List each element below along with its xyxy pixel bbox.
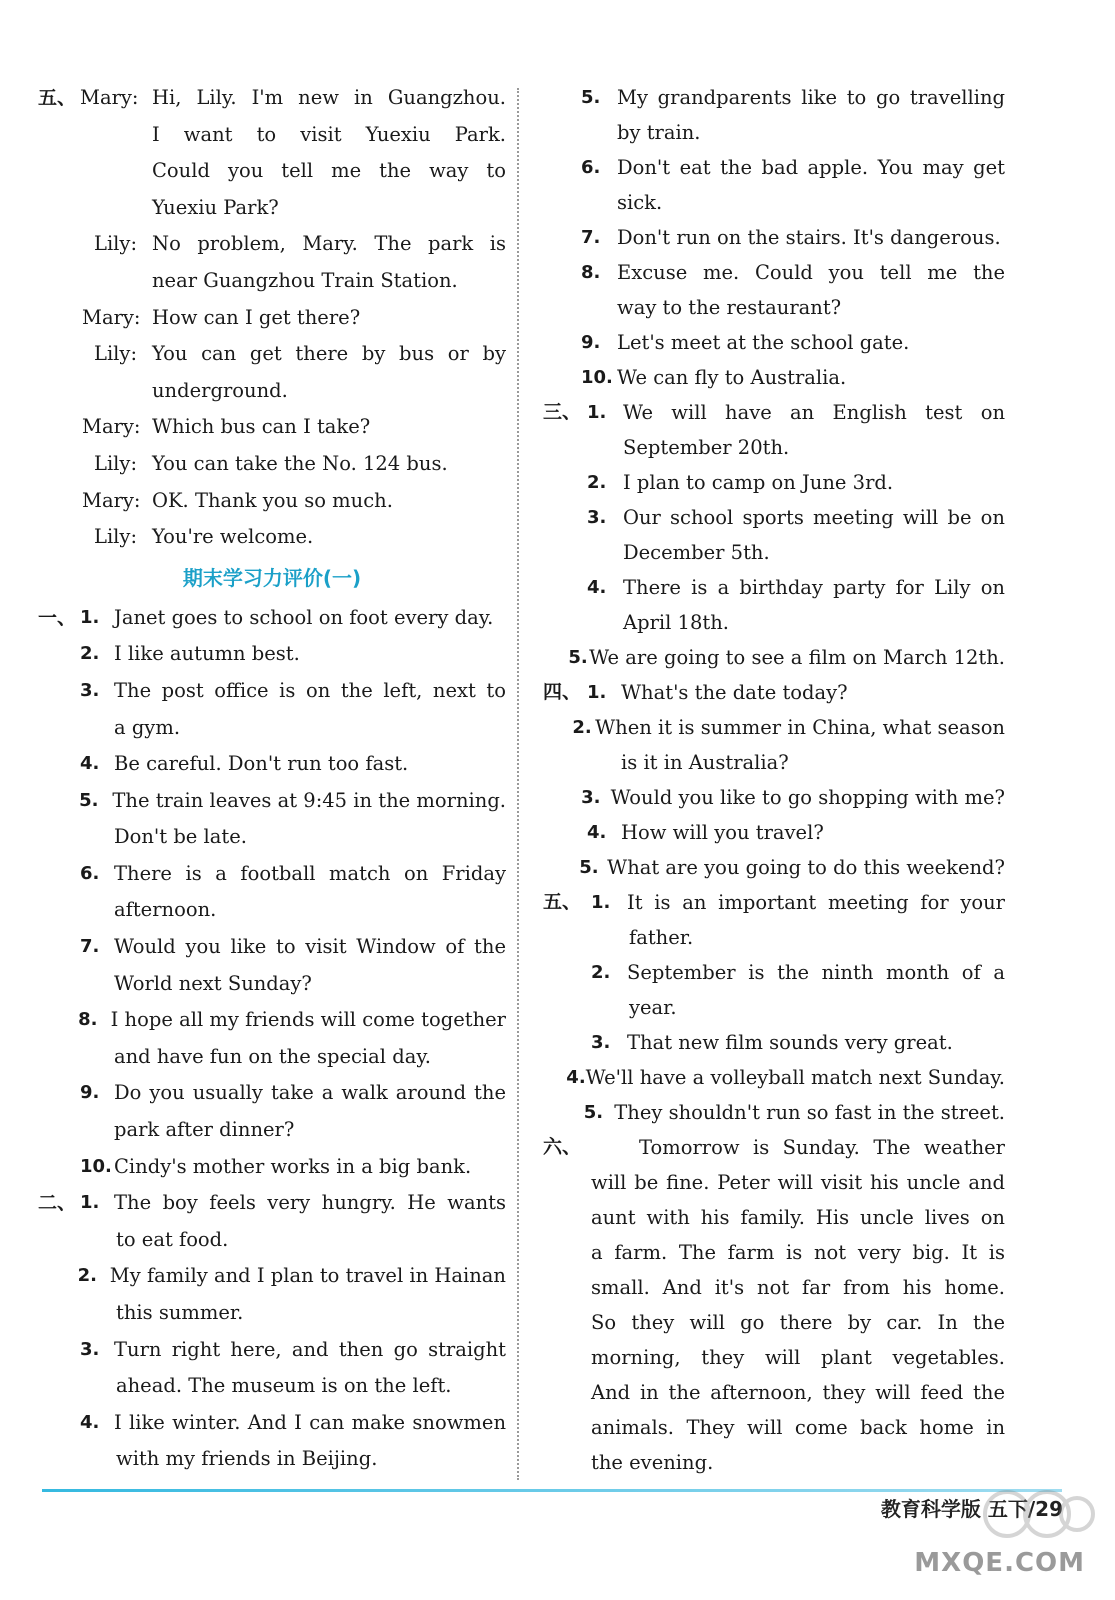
section-marker: 四、 — [543, 681, 582, 703]
speaker-label: Lily: — [94, 525, 138, 549]
watermark-logo-icon — [977, 1484, 1097, 1544]
item-number: 9. — [581, 332, 601, 353]
answer-text: father. — [629, 926, 694, 949]
dialogue-text: Yuexiu Park? — [152, 195, 279, 219]
speaker-label: Lily: — [94, 232, 138, 256]
answer-text: There is a football match on Friday — [114, 861, 506, 885]
answer-text: Our school sports meeting will be on — [623, 506, 1005, 529]
answer-text: That new film sounds very great. — [627, 1031, 953, 1054]
section-marker: 五、 — [38, 87, 77, 109]
passage-text: And in the afternoon, they will feed the — [591, 1381, 1005, 1404]
section-marker: 五、 — [543, 891, 582, 913]
answer-line — [38, 1075, 506, 1112]
answer-text: Don't eat the bad apple. You may get — [617, 156, 1005, 179]
answer-line — [38, 673, 506, 710]
item-number: 3. — [581, 787, 601, 808]
dialogue-text: You can take the No. 124 bus. — [152, 451, 448, 475]
answer-text: April 18th. — [623, 611, 729, 634]
speaker-label: Lily: — [94, 342, 138, 366]
answer-text: Would you like to go shopping with me? — [610, 786, 1005, 809]
passage-line — [543, 1305, 1005, 1340]
answer-text: There is a birthday party for Lily on — [623, 576, 1005, 599]
answer-text: a gym. — [114, 715, 181, 739]
column-divider — [517, 88, 519, 1480]
item-number: 2. — [80, 643, 100, 665]
answer-line — [543, 745, 1005, 780]
answer-text: My family and I plan to travel in Hainan — [109, 1264, 506, 1288]
answer-line — [543, 185, 1005, 220]
answer-text: The post office is on the left, next to — [114, 678, 506, 702]
speaker-label: Mary: — [80, 86, 139, 109]
item-number: 4. — [80, 1411, 100, 1433]
passage-line — [543, 1340, 1005, 1375]
item-number: 10. — [581, 367, 613, 388]
passage-text: a farm. The farm is not very big. It is — [591, 1241, 1005, 1264]
answer-line — [543, 360, 1005, 395]
answer-text: The train leaves at 9:45 in the morning. — [112, 788, 506, 812]
answer-text: We can fly to Australia. — [617, 366, 847, 389]
answer-text: What's the date today? — [621, 681, 848, 704]
answer-text: and have fun on the special day. — [114, 1044, 431, 1068]
footer-publisher: 教育科学版 — [880, 1497, 981, 1521]
item-number: 5. — [79, 789, 99, 811]
answer-line — [543, 465, 1005, 500]
answer-text: by train. — [617, 121, 701, 144]
item-number: 8. — [581, 262, 601, 283]
answer-line — [38, 819, 506, 856]
answer-line — [38, 710, 506, 747]
item-number: 4. — [587, 822, 607, 843]
item-number: 5. — [568, 647, 588, 668]
answer-line — [543, 325, 1005, 360]
dialogue-text: I want to visit Yuexiu Park. — [152, 122, 506, 146]
exam-title: 期末学习力评价(一) — [182, 565, 362, 590]
answer-line — [543, 535, 1005, 570]
answer-text: I like autumn best. — [114, 642, 300, 666]
answer-text: sick. — [617, 191, 663, 214]
answer-line — [543, 150, 1005, 185]
answer-text: How will you travel? — [621, 821, 824, 844]
answer-line — [38, 1149, 506, 1186]
passage-line — [543, 1445, 1005, 1480]
answer-line — [543, 1025, 1005, 1060]
item-number: 1. — [80, 606, 100, 628]
item-number: 6. — [80, 862, 100, 884]
answer-line — [38, 746, 506, 783]
footer-rule — [42, 1489, 1062, 1492]
dialogue-text: Could you tell me the way to — [152, 159, 506, 183]
item-number: 3. — [587, 507, 607, 528]
answer-text: September 20th. — [623, 436, 790, 459]
right-column — [543, 80, 1005, 1480]
speaker-label: Mary: — [82, 488, 141, 512]
answer-text: They shouldn't run so fast in the street. — [614, 1101, 1005, 1124]
dialogue-text: Which bus can I take? — [152, 415, 371, 439]
answer-line — [543, 780, 1005, 815]
answer-line — [38, 966, 506, 1003]
answer-text: Turn right here, and then go straight — [114, 1337, 506, 1361]
answer-line — [38, 1185, 506, 1222]
answer-line — [543, 885, 1005, 920]
passage-text: Tomorrow is Sunday. The weather — [639, 1136, 1005, 1159]
dialogue-text: You can get there by bus or by — [152, 342, 506, 366]
answer-line — [543, 920, 1005, 955]
answer-text: afternoon. — [114, 898, 217, 922]
answer-line — [543, 850, 1005, 885]
dialogue-line — [38, 446, 506, 483]
passage-line — [543, 1130, 1005, 1165]
answer-line — [38, 856, 506, 893]
dialogue-line — [38, 117, 506, 154]
item-number: 2. — [591, 962, 611, 983]
answer-line — [543, 675, 1005, 710]
dialogue-text: near Guangzhou Train Station. — [152, 268, 458, 292]
dialogue-text: No problem, Mary. The park is — [152, 232, 506, 256]
answer-line — [543, 640, 1005, 675]
item-number: 7. — [581, 227, 601, 248]
dialogue-text: underground. — [152, 378, 288, 402]
item-number: 2. — [572, 717, 592, 738]
passage-text: will be fine. Peter will visit his uncle and — [591, 1171, 1005, 1194]
footer-grade: 五下 — [987, 1497, 1028, 1521]
answer-line — [543, 1095, 1005, 1130]
item-number: 1. — [587, 402, 607, 423]
answer-line — [543, 815, 1005, 850]
answer-line — [543, 500, 1005, 535]
item-number: 10. — [80, 1155, 112, 1177]
answer-line — [543, 1060, 1005, 1095]
passage-text: morning, they will plant vegetables. — [591, 1346, 1005, 1369]
answer-text: We'll have a volleyball match next Sunday. — [585, 1066, 1005, 1089]
passage-text: So they will go there by car. In the — [591, 1311, 1005, 1334]
passage-line — [543, 1375, 1005, 1410]
answer-line — [38, 600, 506, 637]
answer-text: I hope all my friends will come together — [110, 1008, 506, 1032]
item-number: 4. — [587, 577, 607, 598]
dialogue-line — [38, 300, 506, 337]
section-marker: 六、 — [543, 1136, 582, 1158]
answer-line — [38, 1441, 506, 1478]
item-number: 2. — [587, 472, 607, 493]
item-number: 1. — [591, 892, 611, 913]
answer-text: When it is summer in China, what season — [595, 716, 1005, 739]
answer-line — [38, 892, 506, 929]
answer-text: to eat food. — [116, 1227, 229, 1251]
item-number: 1. — [80, 1192, 100, 1214]
answer-text: is it in Australia? — [621, 751, 789, 774]
passage-text: the evening. — [591, 1451, 714, 1474]
answer-line — [38, 1332, 506, 1369]
item-number: 8. — [78, 1009, 98, 1031]
answer-line — [38, 1222, 506, 1259]
dialogue-text: How can I get there? — [152, 305, 361, 329]
answer-line — [38, 783, 506, 820]
speaker-label: Lily: — [94, 451, 138, 475]
answer-line — [543, 430, 1005, 465]
answer-text: September is the ninth month of a — [627, 961, 1005, 984]
answer-line — [543, 220, 1005, 255]
speaker-label: Mary: — [82, 415, 141, 439]
passage-line — [543, 1200, 1005, 1235]
answer-text: way to the restaurant? — [617, 296, 842, 319]
speaker-label: Mary: — [82, 305, 141, 329]
item-number: 5. — [581, 87, 601, 108]
dialogue-text: You're welcome. — [152, 525, 314, 549]
item-number: 4. — [80, 753, 100, 775]
item-number: 7. — [80, 936, 100, 958]
answer-line — [38, 1002, 506, 1039]
passage-line — [543, 1165, 1005, 1200]
answer-text: Don't be late. — [114, 825, 247, 849]
item-number: 3. — [80, 679, 100, 701]
answer-text: It is an important meeting for your — [627, 891, 1005, 914]
answer-text: December 5th. — [623, 541, 770, 564]
item-number: 3. — [591, 1032, 611, 1053]
item-number: 9. — [80, 1082, 100, 1104]
answer-line — [38, 1258, 506, 1295]
answer-text: with my friends in Beijing. — [116, 1447, 378, 1471]
answer-text: World next Sunday? — [114, 971, 312, 995]
section-marker: 一、 — [38, 606, 77, 629]
answer-line — [543, 255, 1005, 290]
answer-text: Would you like to visit Window of the — [114, 935, 506, 959]
answer-line — [543, 605, 1005, 640]
answer-line — [543, 395, 1005, 430]
left-column — [38, 80, 506, 1478]
answer-line — [543, 955, 1005, 990]
item-number: 6. — [581, 157, 601, 178]
answer-line — [38, 1112, 506, 1149]
section-marker: 二、 — [38, 1192, 77, 1215]
item-number: 5. — [579, 857, 599, 878]
answer-text: We are going to see a film on March 12th. — [589, 646, 1005, 669]
item-number: 1. — [587, 682, 607, 703]
answer-text: My grandparents like to go travelling — [617, 86, 1005, 109]
item-number: 4. — [566, 1067, 586, 1088]
answer-text: Janet goes to school on foot every day. — [114, 605, 494, 629]
answer-text: I plan to camp on June 3rd. — [623, 471, 894, 494]
answer-text: Excuse me. Could you tell me the — [617, 261, 1005, 284]
answer-text: this summer. — [116, 1301, 244, 1324]
dialogue-text: Hi, Lily. I'm new in Guangzhou. — [152, 86, 506, 109]
answer-text: Don't run on the stairs. It's dangerous. — [617, 226, 1001, 249]
answer-line — [38, 929, 506, 966]
dialogue-line — [38, 263, 506, 300]
answer-text: What are you going to do this weekend? — [607, 856, 1005, 879]
answer-line — [38, 1368, 506, 1405]
footer-separator: / — [1027, 1497, 1036, 1521]
answer-line — [543, 290, 1005, 325]
answer-text: Do you usually take a walk around the — [114, 1081, 506, 1105]
dialogue-line — [38, 153, 506, 190]
answer-text: We will have an English test on — [623, 401, 1005, 424]
section-marker: 三、 — [543, 401, 582, 423]
answer-text: The boy feels very hungry. He wants — [114, 1191, 506, 1215]
answer-text: park after dinner? — [114, 1118, 295, 1142]
answer-line — [543, 710, 1005, 745]
item-number: 5. — [583, 1102, 604, 1123]
passage-text: aunt with his family. His uncle lives on — [591, 1206, 1005, 1229]
answer-line — [543, 115, 1005, 150]
dialogue-line — [38, 226, 506, 263]
answer-line — [543, 990, 1005, 1025]
item-number: 2. — [77, 1265, 98, 1287]
dialogue-line — [38, 373, 506, 410]
answer-text: Be careful. Don't run too fast. — [114, 752, 409, 776]
answer-text: Let's meet at the school gate. — [617, 331, 910, 354]
dialogue-line — [38, 80, 506, 117]
answer-line — [38, 1405, 506, 1442]
answer-text: year. — [629, 996, 677, 1019]
dialogue-line — [38, 190, 506, 227]
dialogue-line — [38, 409, 506, 446]
answer-line — [543, 570, 1005, 605]
dialogue-line — [38, 519, 506, 556]
passage-text: small. And it's not far from his home. — [591, 1276, 1005, 1299]
answer-line — [38, 1039, 506, 1076]
watermark-text: MXQE.COM — [914, 1548, 1085, 1578]
item-number: 3. — [80, 1338, 100, 1360]
answer-text: ahead. The museum is on the left. — [116, 1374, 452, 1398]
page-number: 29 — [1035, 1497, 1063, 1521]
dialogue-line — [38, 483, 506, 520]
passage-text: animals. They will come back home in — [591, 1416, 1005, 1439]
answer-line — [38, 1295, 506, 1332]
passage-line — [543, 1270, 1005, 1305]
answer-text: Cindy's mother works in a big bank. — [114, 1154, 472, 1178]
passage-line — [543, 1410, 1005, 1445]
answer-line — [543, 80, 1005, 115]
answer-text: I like winter. And I can make snowmen — [114, 1410, 506, 1434]
dialogue-text: OK. Thank you so much. — [152, 488, 393, 512]
answer-line — [38, 636, 506, 673]
dialogue-line — [38, 336, 506, 373]
passage-line — [543, 1235, 1005, 1270]
